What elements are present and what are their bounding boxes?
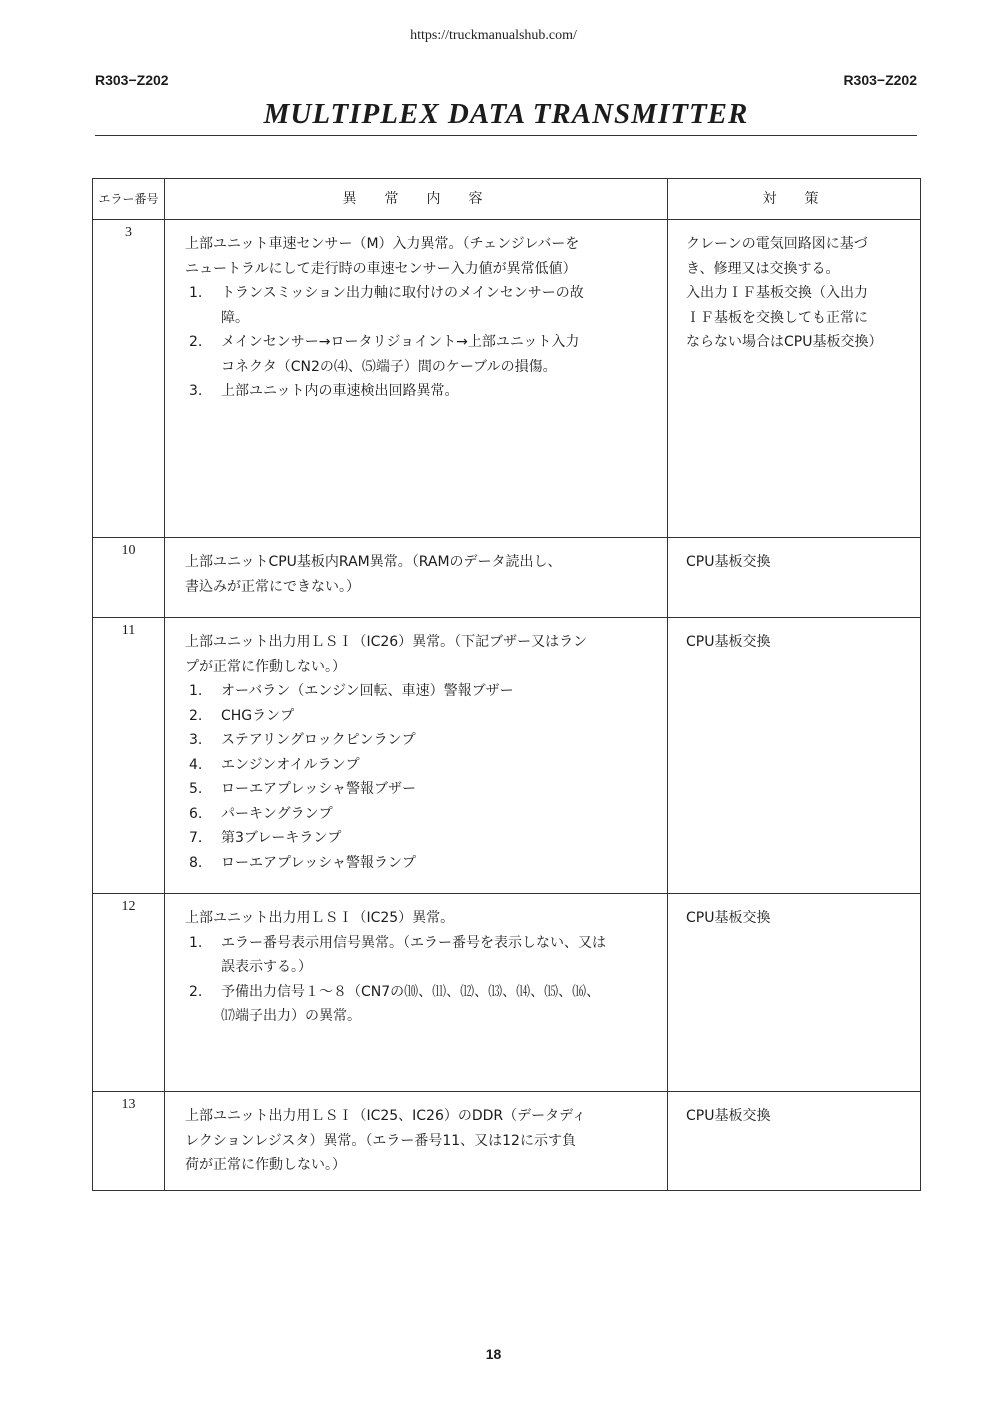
text-line: コネクタ（CN2の⑷、⑸端子）間のケーブルの損傷。 xyxy=(221,358,557,375)
item-number: 2. xyxy=(189,334,203,350)
text-line: き、修理又は交換する。 xyxy=(686,260,840,277)
item-number: 3. xyxy=(189,732,203,748)
error-number: 10 xyxy=(93,538,165,618)
text-line: メインセンサー→ロータリジョイント→上部ユニット入力 xyxy=(221,334,580,350)
error-content xyxy=(165,894,668,1092)
error-action xyxy=(668,538,921,618)
page-title: MULTIPLEX DATA TRANSMITTER xyxy=(263,98,749,130)
list-item xyxy=(185,281,653,330)
text-line: CPU基板交換 xyxy=(686,910,771,926)
table-row xyxy=(93,220,921,538)
text-line: 障。 xyxy=(221,309,249,326)
text-line: 荷が正常に作動しない。） xyxy=(185,1157,346,1173)
item-number: 3. xyxy=(189,383,203,399)
cause-list xyxy=(185,931,653,1029)
text-line: CHGランプ xyxy=(221,707,295,724)
text-line: ローエアプレッシャ警報ランプ xyxy=(221,854,417,871)
text-line: ⒄端子出力）の異常。 xyxy=(221,1008,361,1024)
text-line: CPU基板交換 xyxy=(686,554,771,570)
list-item xyxy=(185,826,653,851)
source-url: https://truckmanualshub.com/ xyxy=(410,28,577,43)
doc-code-left: R303−Z202 xyxy=(95,72,169,88)
item-number: 1. xyxy=(189,934,203,951)
item-number: 1. xyxy=(189,683,203,699)
item-number: 8. xyxy=(189,854,203,871)
list-item xyxy=(185,931,653,980)
table-header-row xyxy=(93,179,921,220)
text-line: 上部ユニット車速センサー（M）入力異常。（チェンジレバーを xyxy=(185,236,580,252)
error-action xyxy=(668,1092,921,1191)
text-line: 誤表示する。） xyxy=(221,959,312,975)
text-line: プが正常に作動しない。） xyxy=(185,658,346,675)
title-rule xyxy=(95,135,917,136)
text-line: ＩＦ基板を交換しても正常に xyxy=(686,309,868,326)
list-item xyxy=(185,679,653,704)
table-row xyxy=(93,618,921,894)
list-item xyxy=(185,753,653,778)
text-line: 上部ユニット出力用ＬＳＩ（IC26）異常。（下記ブザー又はラン xyxy=(185,634,588,650)
item-number: 6. xyxy=(189,805,203,822)
text-line: ニュートラルにして走行時の車速センサー入力値が異常低値） xyxy=(185,260,577,277)
list-item xyxy=(185,802,653,827)
error-content xyxy=(165,538,668,618)
error-action xyxy=(668,220,921,538)
text-line: 入出力ＩＦ基板交換（入出力 xyxy=(686,285,868,301)
list-item xyxy=(185,980,653,1029)
error-table xyxy=(92,178,921,1191)
text-line: オーバラン（エンジン回転、車速）警報ブザー xyxy=(221,683,514,699)
col-header-error-no: エラー番号 xyxy=(93,179,165,220)
text-line: エンジンオイルランプ xyxy=(221,756,360,773)
error-description xyxy=(185,232,653,281)
text-line: 上部ユニットCPU基板内RAM異常。（RAMのデータ読出し、 xyxy=(185,554,562,570)
table-row xyxy=(93,894,921,1092)
text-line: トランスミッション出力軸に取付けのメインセンサーの故 xyxy=(221,285,584,301)
text-line: 書込みが正常にできない。） xyxy=(185,578,360,595)
doc-code-right: R303−Z202 xyxy=(843,72,917,88)
text-line: CPU基板交換 xyxy=(686,634,771,650)
page-number: 18 xyxy=(485,1346,502,1362)
col-header-action: 対 策 xyxy=(668,179,921,220)
text-line: レクションレジスタ）異常。（エラー番号11、又は12に示す負 xyxy=(185,1132,576,1149)
text-line: ならない場合はCPU基板交換） xyxy=(686,334,883,350)
error-content xyxy=(165,1092,668,1191)
text-line: 上部ユニット出力用ＬＳＩ（IC25）異常。 xyxy=(185,910,455,926)
text-line: ステアリングロックピンランプ xyxy=(221,732,416,748)
list-item xyxy=(185,379,653,404)
text-line: CPU基板交換 xyxy=(686,1108,771,1124)
text-line: 上部ユニット内の車速検出回路異常。 xyxy=(221,383,459,399)
item-number: 2. xyxy=(189,983,203,1000)
table-row xyxy=(93,1092,921,1191)
item-number: 1. xyxy=(189,285,203,301)
item-number: 5. xyxy=(189,781,203,797)
col-header-content: 異 常 内 容 xyxy=(165,179,668,220)
list-item xyxy=(185,704,653,729)
error-content xyxy=(165,220,668,538)
table-row xyxy=(93,538,921,618)
list-item xyxy=(185,728,653,753)
error-number: 11 xyxy=(93,618,165,894)
error-action xyxy=(668,618,921,894)
error-action xyxy=(668,894,921,1092)
text-line: クレーンの電気回路図に基づ xyxy=(686,236,868,252)
lamp-buzzer-list xyxy=(185,679,653,875)
text-line: ローエアプレッシャ警報ブザー xyxy=(221,781,417,797)
item-number: 7. xyxy=(189,830,203,846)
error-number: 13 xyxy=(93,1092,165,1191)
error-number: 12 xyxy=(93,894,165,1092)
text-line: 予備出力信号１～８（CN7の⑽、⑾、⑿、⒀、⒁、⒂、⒃、 xyxy=(221,983,601,1000)
error-number: 3 xyxy=(93,220,165,538)
list-item xyxy=(185,330,653,379)
list-item xyxy=(185,851,653,876)
item-number: 4. xyxy=(189,756,203,773)
text-line: 上部ユニット出力用ＬＳＩ（IC25、IC26）のDDR（データディ xyxy=(185,1108,587,1124)
text-line: エラー番号表示用信号異常。（エラー番号を表示しない、又は xyxy=(221,934,606,951)
cause-list xyxy=(185,281,653,404)
text-line: パーキングランプ xyxy=(221,805,333,822)
item-number: 2. xyxy=(189,707,203,724)
list-item xyxy=(185,777,653,802)
error-content xyxy=(165,618,668,894)
text-line: 第3ブレーキランプ xyxy=(221,830,342,846)
